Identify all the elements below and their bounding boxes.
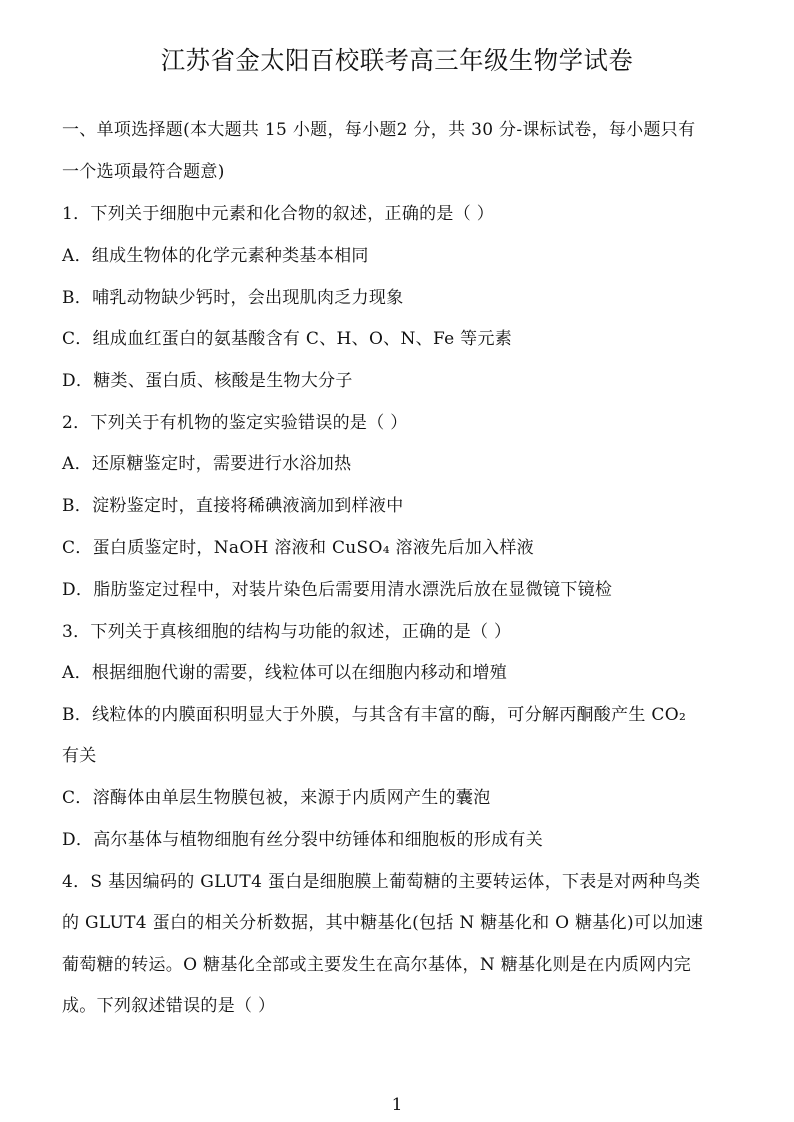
- section-heading-line2: 一个选项最符合题意): [62, 162, 225, 182]
- question-4-line2: 的 GLUT4 蛋白的相关分析数据，其中糖基化(包括 N 糖基化和 O 糖基化)可以加速: [62, 913, 704, 933]
- exam-title: 江苏省金太阳百校联考高三年级生物学试卷: [160, 46, 634, 75]
- question-3-option-b-line2: 有关: [62, 746, 97, 766]
- question-4-line3: 葡萄糖的转运。O 糖基化全部或主要发生在高尔基体，N 糖基化则是在内质网内完: [62, 955, 692, 975]
- question-2-option-b: B．淀粉鉴定时，直接将稀碘液滴加到样液中: [62, 496, 404, 516]
- question-2-option-c: C．蛋白质鉴定时，NaOH 溶液和 CuSO₄ 溶液先后加入样液: [62, 538, 534, 558]
- question-4-line4: 成。下列叙述错误的是（ ）: [62, 996, 276, 1016]
- section-heading-line1: 一、单项选择题(本大题共 15 小题，每小题2 分，共 30 分-课标试卷，每小题只有: [62, 120, 696, 140]
- question-2-option-d: D．脂肪鉴定过程中，对装片染色后需要用清水漂洗后放在显微镜下镜检: [62, 580, 613, 600]
- question-3-stem: 3．下列关于真核细胞的结构与功能的叙述，正确的是（ ）: [62, 622, 512, 642]
- question-3-option-c: C．溶酶体由单层生物膜包被，来源于内质网产生的囊泡: [62, 788, 491, 808]
- question-1-stem: 1．下列关于细胞中元素和化合物的叙述，正确的是（ ）: [62, 204, 495, 224]
- question-1-option-a: A．组成生物体的化学元素种类基本相同: [62, 246, 369, 266]
- question-4-line1: 4．S 基因编码的 GLUT4 蛋白是细胞膜上葡萄糖的主要转运体，下表是对两种鸟类: [62, 872, 701, 892]
- page-number: 1: [391, 1095, 403, 1115]
- question-1-option-c: C．组成血红蛋白的氨基酸含有 C、H、O、N、Fe 等元素: [62, 329, 513, 349]
- question-3-option-d: D．高尔基体与植物细胞有丝分裂中纺锤体和细胞板的形成有关: [62, 830, 544, 850]
- question-1-option-d: D．糖类、蛋白质、核酸是生物大分子: [62, 371, 353, 391]
- question-1-option-b: B．哺乳动物缺少钙时，会出现肌肉乏力现象: [62, 288, 404, 308]
- question-2-stem: 2．下列关于有机物的鉴定实验错误的是（ ）: [62, 413, 408, 433]
- question-3-option-a: A．根据细胞代谢的需要，线粒体可以在细胞内移动和增殖: [62, 663, 508, 683]
- question-3-option-b-line1: B．线粒体的内膜面积明显大于外膜，与其含有丰富的酶，可分解丙酮酸产生 CO₂: [62, 705, 687, 725]
- question-2-option-a: A．还原糖鉴定时，需要进行水浴加热: [62, 454, 352, 474]
